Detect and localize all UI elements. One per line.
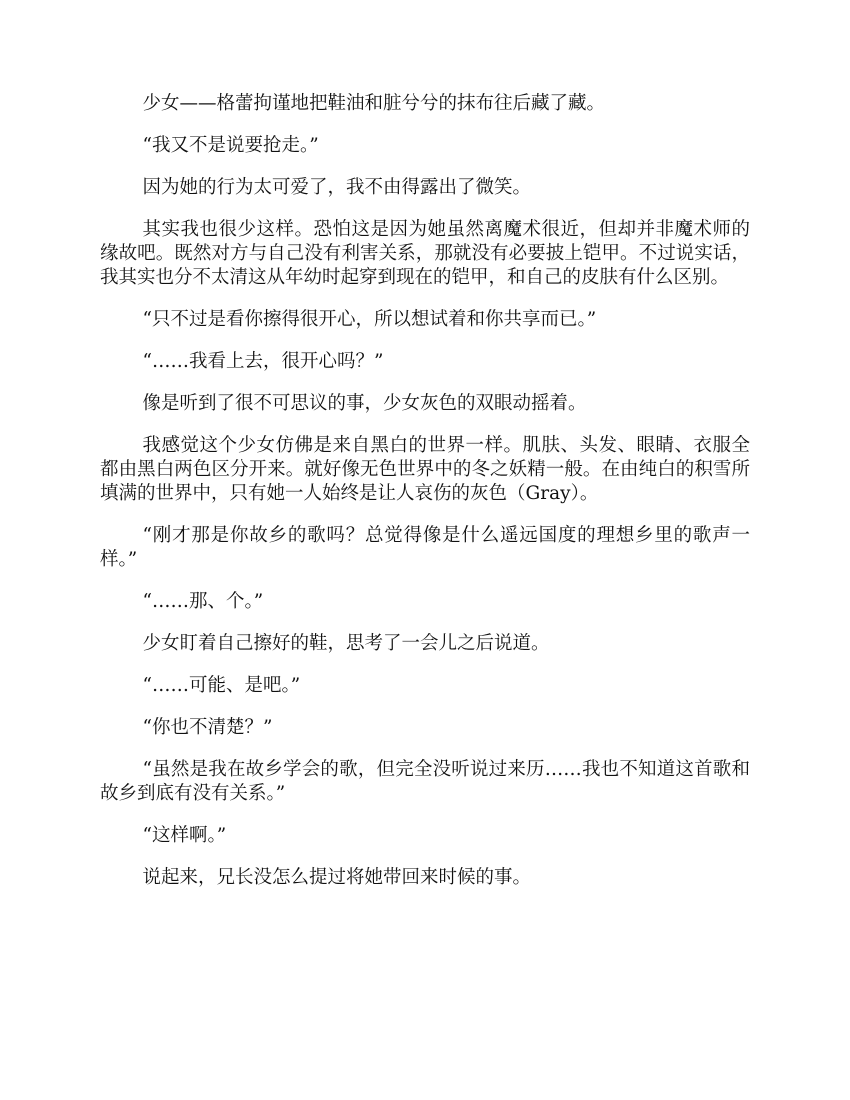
paragraph: “……我看上去，很开心吗？” bbox=[142, 351, 384, 372]
paragraph: “……那、个。” bbox=[142, 591, 264, 612]
paragraph: “……可能、是吧。” bbox=[142, 675, 301, 696]
document-body bbox=[100, 92, 750, 908]
paragraph: “只不过是看你擦得很开心，所以想试着和你共享而已。” bbox=[142, 309, 597, 330]
paragraph: 因为她的行为太可爱了，我不由得露出了微笑。 bbox=[142, 177, 532, 198]
paragraph: “刚才那是你故乡的歌吗？总觉得像是什么遥远国度的理想乡里的歌声一样。” bbox=[100, 525, 750, 570]
paragraph: 说起来，兄长没怎么提过将她带回来时候的事。 bbox=[142, 867, 532, 888]
paragraph: “你也不清楚？” bbox=[142, 717, 273, 738]
paragraph: 其实我也很少这样。恐怕这是因为她虽然离魔术很近，但却并非魔术师的缘故吧。既然对方与自己没有利害关系，那就没有必要披上铠甲。不过说实话，我其实也分不太清这从年幼时起穿到现在的铠甲，和自己的皮肤有什么区别。 bbox=[100, 219, 750, 288]
paragraph: 少女——格蕾拘谨地把鞋油和脏兮兮的抹布往后藏了藏。 bbox=[142, 93, 606, 114]
paragraph: 我感觉这个少女仿佛是来自黑白的世界一样。肌肤、头发、眼睛、衣服全都由黑白两色区分开来。就好像无色世界中的冬之妖精一般。在由纯白的积雪所填满的世界中，只有她一人始终是让人哀伤的灰色（Gray）。 bbox=[100, 435, 750, 504]
paragraph: 像是听到了很不可思议的事，少女灰色的双眼动摇着。 bbox=[142, 393, 587, 414]
paragraph: 少女盯着自己擦好的鞋，思考了一会儿之后说道。 bbox=[142, 633, 550, 654]
paragraph: “我又不是说要抢走。” bbox=[142, 135, 319, 156]
paragraph: “虽然是我在故乡学会的歌，但完全没听说过来历……我也不知道这首歌和故乡到底有没有关系。” bbox=[100, 759, 750, 804]
paragraph: “这样啊。” bbox=[142, 825, 227, 846]
